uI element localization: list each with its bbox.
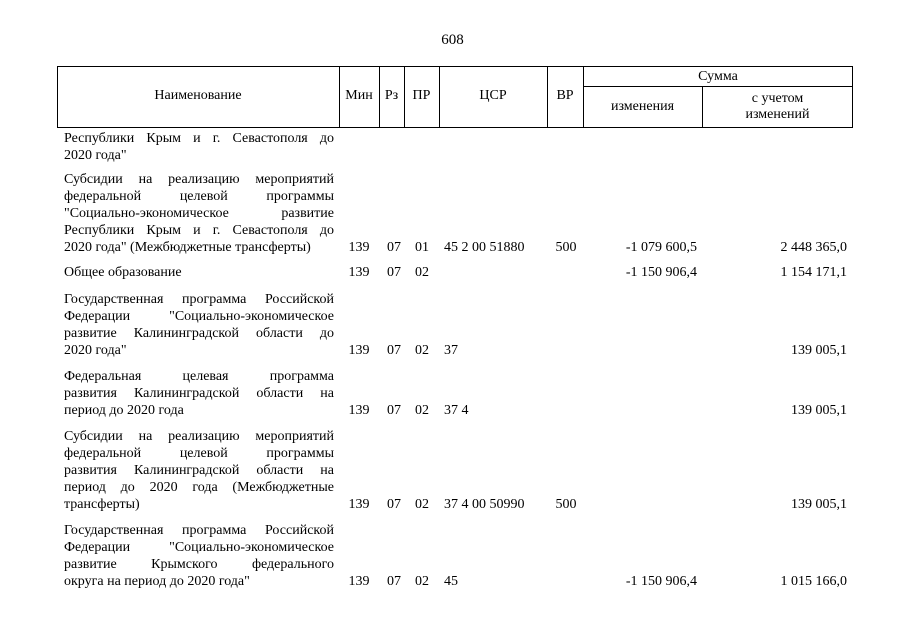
row-csr: 45 — [444, 574, 458, 589]
header-total-line1: с учетом — [751, 91, 804, 106]
row-csr: 37 — [444, 343, 458, 358]
row-name-line: Республики Крым и г. Севастополя до — [64, 131, 334, 146]
table-row — [0, 368, 905, 419]
row-name-line: Субсидии на реализацию мероприятий — [64, 172, 334, 187]
header-csr: ЦСР — [479, 88, 507, 103]
row-name-line: 2020 года" — [64, 148, 127, 163]
row-rz: 07 — [387, 265, 401, 280]
row-name-line: 2020 года" — [64, 343, 127, 358]
row-name-line: трансферты) — [64, 497, 140, 512]
header-sum: Сумма — [698, 69, 738, 84]
row-name-line: Общее образование — [64, 265, 182, 280]
table-row — [0, 291, 905, 359]
row-name-line: Федерации "Социально-экономическое — [64, 309, 334, 324]
row-pr: 02 — [415, 574, 429, 589]
row-vr: 500 — [555, 240, 577, 255]
row-min: 139 — [348, 240, 370, 255]
table-row — [0, 428, 905, 513]
table-header — [57, 66, 853, 128]
row-name — [64, 264, 334, 281]
row-name-line: Субсидии на реализацию мероприятий — [64, 429, 334, 444]
row-total: 139 005,1 — [791, 403, 847, 418]
row-name-line: развития Калининградской области на — [64, 463, 334, 478]
table-row — [0, 522, 905, 590]
header-rz: Рз — [384, 88, 399, 103]
table-row — [0, 171, 905, 256]
row-total: 1 015 166,0 — [780, 574, 847, 589]
header-total — [702, 91, 853, 123]
row-pr: 02 — [415, 265, 429, 280]
header-min: Мин — [345, 88, 373, 103]
table-row — [0, 264, 905, 281]
row-rz: 07 — [387, 403, 401, 418]
row-name-line: Государственная программа Российской — [64, 292, 334, 307]
row-rz: 07 — [387, 240, 401, 255]
table-row — [0, 130, 905, 164]
header-name: Наименование — [154, 88, 242, 103]
header-pr: ПР — [412, 88, 431, 103]
header-bottom-border — [57, 127, 853, 128]
row-name — [64, 428, 334, 513]
row-name — [64, 130, 334, 164]
row-total: 1 154 171,1 — [780, 265, 847, 280]
row-name-line: Федеральная целевая программа — [64, 369, 334, 384]
header-vr: ВР — [556, 88, 574, 103]
page-number: 608 — [441, 32, 464, 48]
row-min: 139 — [348, 265, 370, 280]
row-name — [64, 171, 334, 256]
row-pr: 02 — [415, 403, 429, 418]
row-name — [64, 368, 334, 419]
row-rz: 07 — [387, 574, 401, 589]
row-rz: 07 — [387, 343, 401, 358]
row-name-line: период до 2020 года (Межбюджетные — [64, 480, 334, 495]
row-csr: 37 4 00 50990 — [444, 497, 525, 512]
row-name-line: "Социально-экономическое развитие — [64, 206, 334, 221]
row-pr: 01 — [415, 240, 429, 255]
row-change: -1 150 906,4 — [625, 574, 697, 589]
row-name-line: федеральной целевой программы — [64, 189, 334, 204]
row-pr: 02 — [415, 497, 429, 512]
row-change: -1 150 906,4 — [625, 265, 697, 280]
row-total: 2 448 365,0 — [780, 240, 847, 255]
row-name-line: федеральной целевой программы — [64, 446, 334, 461]
row-change: -1 079 600,5 — [625, 240, 697, 255]
row-vr: 500 — [555, 497, 577, 512]
row-csr: 45 2 00 51880 — [444, 240, 525, 255]
row-name — [64, 291, 334, 359]
row-total: 139 005,1 — [791, 343, 847, 358]
row-pr: 02 — [415, 343, 429, 358]
row-name-line: развитие Крымского федерального — [64, 557, 334, 572]
row-min: 139 — [348, 403, 370, 418]
row-min: 139 — [348, 497, 370, 512]
row-total: 139 005,1 — [791, 497, 847, 512]
row-name-line: период до 2020 года — [64, 403, 184, 418]
row-name-line: Государственная программа Российской — [64, 523, 334, 538]
row-name-line: Федерации "Социально-экономическое — [64, 540, 334, 555]
row-csr: 37 4 — [444, 403, 469, 418]
row-name — [64, 522, 334, 590]
header-change: изменения — [610, 99, 675, 114]
row-min: 139 — [348, 574, 370, 589]
header-total-line2: изменений — [745, 107, 810, 122]
row-name-line: 2020 года" (Межбюджетные трансферты) — [64, 240, 311, 255]
row-name-line: Республики Крым и г. Севастополя до — [64, 223, 334, 238]
row-name-line: округа на период до 2020 года" — [64, 574, 250, 589]
header-top-border — [57, 66, 853, 67]
row-name-line: развитие Калининградской области до — [64, 326, 334, 341]
sum-subheader-divider — [583, 86, 853, 87]
row-name-line: развития Калининградской области на — [64, 386, 334, 401]
row-rz: 07 — [387, 497, 401, 512]
row-min: 139 — [348, 343, 370, 358]
